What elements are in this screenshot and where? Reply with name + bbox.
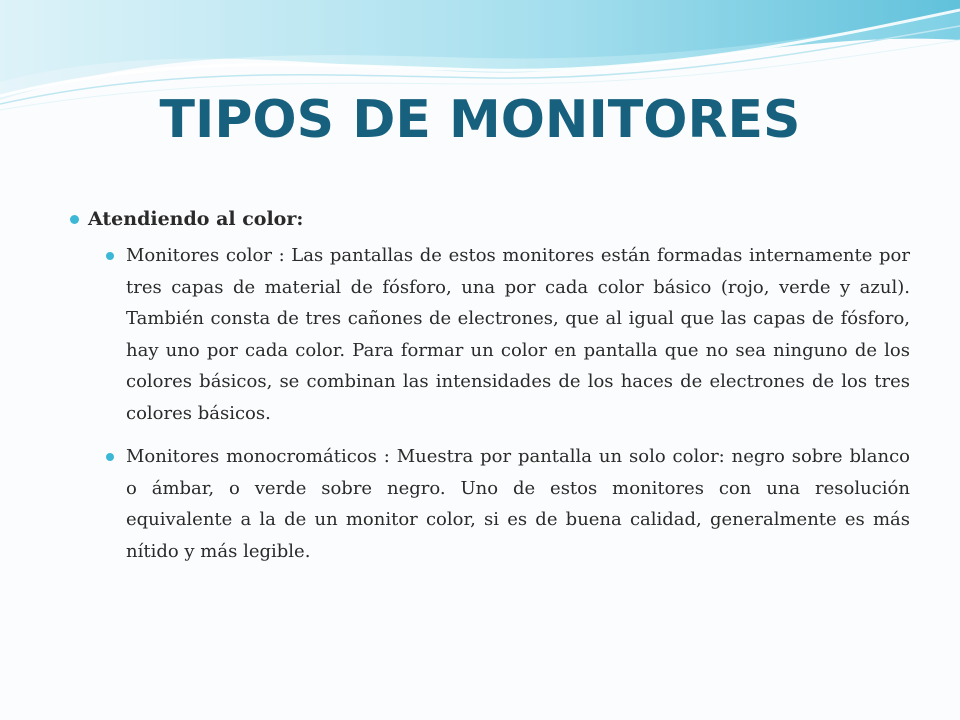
bullet-icon xyxy=(70,215,79,224)
list-item xyxy=(70,441,910,567)
slide-content xyxy=(70,204,910,579)
slide-title: TIPOS DE MONITORES xyxy=(159,90,801,150)
list-item xyxy=(70,240,910,429)
bullet-list xyxy=(70,240,910,567)
bullet-icon xyxy=(106,453,114,461)
section-heading xyxy=(70,204,910,234)
list-item-text: Monitores monocromáticos : Muestra por pantalla un solo color: negro sobre blanco o ámbar, o verde sobre negro. Uno de estos monitores con una resolución equivalente a la de un monitor color, si es de buena calidad, generalmente es más nítido y más legible. xyxy=(126,446,910,562)
list-item-text: Monitores color : Las pantallas de estos monitores están formadas internamente por tres capas de material de fósforo, una por cada color básico (rojo, verde y azul). También consta de tres cañones de electrones, que al igual que las capas de fósforo, hay uno por cada color. Para formar un color en pantalla que no sea ninguno de los colores básicos, se combinan las intensidades de los haces de electrones de los tres colores básicos. xyxy=(126,245,910,424)
section-heading-text: Atendiendo al color: xyxy=(88,208,304,230)
bullet-icon xyxy=(106,252,114,260)
